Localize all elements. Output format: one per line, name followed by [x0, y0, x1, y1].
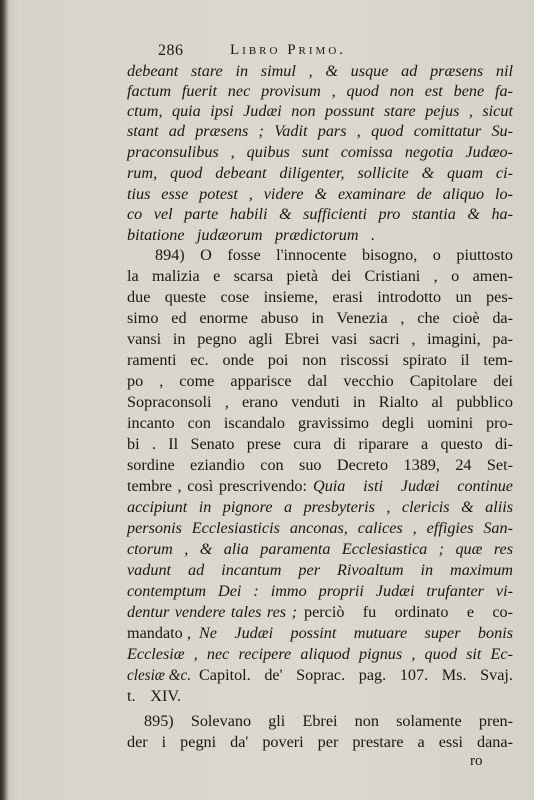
text-line: der i pegni da' poveri per prestare a essi dana- — [127, 733, 513, 751]
text-line: 895) Solevano gli Ebrei non solamente pren- — [144, 712, 514, 730]
text-line: co vel parte habili & sufficienti pro stantia & ha- — [127, 205, 514, 223]
text-line: mandato , — [127, 624, 191, 642]
text-line: rum, quod debeant diligenter, sollicite & quam ci- — [127, 164, 513, 182]
text-line: stant ad præsens ; Vadit pars , quod comittatur Su- — [127, 122, 514, 140]
text-line: clesiæ &c. — [127, 666, 191, 684]
text-line: accipiunt in pignore a presbyteris , clericis & aliis — [127, 498, 513, 516]
text-line: ctorum , & alia paramenta Ecclesiastica ; quæ res — [127, 540, 514, 558]
text-line: debeant stare in simul , & usque ad præsens nil — [127, 62, 513, 80]
text-line: factum fuerit nec provisum , quod non est bene fa- — [127, 82, 513, 100]
catchword: ro — [470, 753, 483, 769]
text-line: la malizia e scarsa pietà dei Cristiani , o amen- — [127, 267, 514, 285]
text-line: praconsulibus , quibus sunt comissa negotia Judæo- — [127, 143, 513, 161]
text-line: incanto con iscandalo gravissimo degli uomini pro- — [127, 414, 514, 432]
text-line: ctum, quia ipsi Judæi non possunt stare pejus , sicut — [127, 102, 513, 120]
text-line: Quia isti Judæi continue — [313, 477, 513, 495]
text-line: dentur vendere tales res ; — [127, 603, 297, 621]
text-line: t. XIV. — [127, 687, 181, 705]
text-line: personis Ecclesiasticis anconas, calices , effigies San- — [127, 519, 514, 537]
running-title: Libro Primo. — [230, 42, 347, 58]
text-line: Sopraconsoli , erano venduti in Rialto al pubblico — [127, 393, 514, 411]
text-line: ramenti ec. onde poi non riscossi spirato il tem- — [127, 351, 514, 369]
text-line: tembre , così prescrivendo: — [127, 477, 307, 495]
text-line: perciò fu ordinato e co- — [304, 603, 513, 621]
text-line: 894) O fosse l'innocente bisogno, o piuttosto — [155, 246, 514, 264]
text-line: due queste cose insieme, erasi introdotto un pes- — [127, 288, 514, 306]
text-line: contemptum Dei : immo proprii Judæi trufanter vi- — [127, 582, 513, 600]
text-line: bi . Il Senato prese cura di riparare a questo di- — [127, 435, 513, 453]
text-line: Ecclesiæ , nec recipere aliquod pignus , quod sit Ec- — [127, 645, 513, 663]
text-line: Ne Judæi possint mutuare super bonis — [199, 624, 514, 642]
text-line: simo ed enorme abuso in Venezia , che cioè da- — [127, 309, 513, 327]
text-line: sordine eziandio con suo Decreto 1389, 24 Set- — [127, 456, 513, 474]
text-line: vansi in pegno agli Ebrei vasi sacri , imagini, pa- — [127, 330, 514, 348]
text-line: tius esse potest , videre & examinare de aliquo lo- — [127, 185, 514, 203]
text-line: bitatione judæorum prædictorum . — [127, 226, 375, 244]
text-line: vadunt ad incantum per Rivoaltum in maximum — [127, 561, 513, 579]
text-line: po , come apparisce dal vecchio Capitolare dei — [127, 372, 513, 390]
page-number: 286 — [158, 42, 184, 59]
text-line: Capitol. de' Soprac. pag. 107. Ms. Svaj. — [199, 666, 513, 684]
